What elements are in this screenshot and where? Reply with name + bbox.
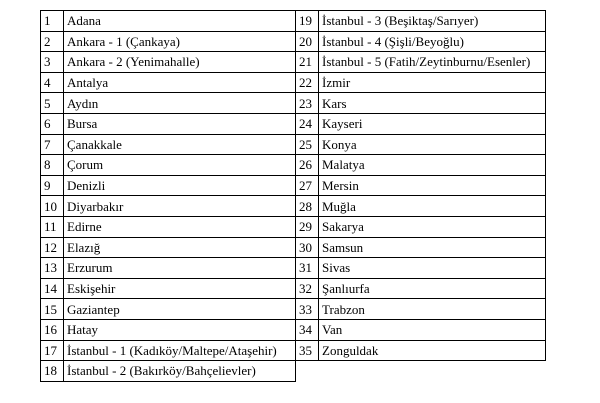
right-city-name: Konya [319,134,546,155]
right-row-number: 19 [296,11,319,32]
left-city-name: Ankara - 1 (Çankaya) [64,31,296,52]
right-city-name: İzmir [319,72,546,93]
left-city-name: Elazığ [64,237,296,258]
left-row-number: 15 [41,299,64,320]
left-row-number: 11 [41,216,64,237]
table-row [41,278,546,299]
city-table-body [41,11,546,382]
table-row [41,113,546,134]
table-row [41,361,546,382]
right-city-name: Zonguldak [319,340,546,361]
table-row [41,175,546,196]
right-city-name: Kars [319,93,546,114]
left-city-name: Çanakkale [64,134,296,155]
left-city-name: Ankara - 2 (Yenimahalle) [64,52,296,73]
left-city-name: Diyarbakır [64,196,296,217]
left-row-number: 14 [41,278,64,299]
city-table [40,10,546,382]
left-city-name: Çorum [64,155,296,176]
left-row-number: 4 [41,72,64,93]
right-row-number: 33 [296,299,319,320]
empty-cell [296,361,319,382]
right-city-name: Mersin [319,175,546,196]
left-row-number: 6 [41,113,64,134]
table-row [41,134,546,155]
left-row-number: 7 [41,134,64,155]
right-city-name: İstanbul - 5 (Fatih/Zeytinburnu/Esenler) [319,52,546,73]
left-row-number: 8 [41,155,64,176]
left-city-name: Aydın [64,93,296,114]
left-city-name: İstanbul - 2 (Bakırköy/Bahçelievler) [64,361,296,382]
table-row [41,11,546,32]
table-row [41,72,546,93]
left-row-number: 18 [41,361,64,382]
left-city-name: Erzurum [64,258,296,279]
right-city-name: İstanbul - 4 (Şişli/Beyoğlu) [319,31,546,52]
right-row-number: 23 [296,93,319,114]
table-row [41,237,546,258]
right-row-number: 25 [296,134,319,155]
right-row-number: 22 [296,72,319,93]
table-row [41,31,546,52]
left-city-name: İstanbul - 1 (Kadıköy/Maltepe/Ataşehir) [64,340,296,361]
right-city-name: Trabzon [319,299,546,320]
left-city-name: Edirne [64,216,296,237]
left-row-number: 12 [41,237,64,258]
left-row-number: 5 [41,93,64,114]
right-row-number: 30 [296,237,319,258]
table-row [41,196,546,217]
right-row-number: 32 [296,278,319,299]
left-city-name: Gaziantep [64,299,296,320]
right-row-number: 26 [296,155,319,176]
right-row-number: 34 [296,319,319,340]
right-row-number: 29 [296,216,319,237]
right-row-number: 20 [296,31,319,52]
left-city-name: Adana [64,11,296,32]
left-city-name: Hatay [64,319,296,340]
right-city-name: Şanlıurfa [319,278,546,299]
table-row [41,340,546,361]
table-row [41,258,546,279]
right-city-name: Kayseri [319,113,546,134]
left-row-number: 3 [41,52,64,73]
left-city-name: Antalya [64,72,296,93]
right-city-name: Sivas [319,258,546,279]
right-city-name: Muğla [319,196,546,217]
right-row-number: 35 [296,340,319,361]
right-row-number: 21 [296,52,319,73]
left-row-number: 17 [41,340,64,361]
table-row [41,52,546,73]
right-row-number: 31 [296,258,319,279]
right-city-name: Samsun [319,237,546,258]
left-row-number: 16 [41,319,64,340]
right-row-number: 28 [296,196,319,217]
right-city-name: Malatya [319,155,546,176]
left-row-number: 13 [41,258,64,279]
right-city-name: Van [319,319,546,340]
table-row [41,319,546,340]
right-row-number: 27 [296,175,319,196]
left-row-number: 9 [41,175,64,196]
right-row-number: 24 [296,113,319,134]
left-city-name: Bursa [64,113,296,134]
left-city-name: Denizli [64,175,296,196]
right-city-name: İstanbul - 3 (Beşiktaş/Sarıyer) [319,11,546,32]
table-row [41,155,546,176]
left-row-number: 2 [41,31,64,52]
left-row-number: 1 [41,11,64,32]
table-row [41,299,546,320]
left-row-number: 10 [41,196,64,217]
table-row [41,93,546,114]
empty-cell [319,361,546,382]
left-city-name: Eskişehir [64,278,296,299]
right-city-name: Sakarya [319,216,546,237]
table-row [41,216,546,237]
